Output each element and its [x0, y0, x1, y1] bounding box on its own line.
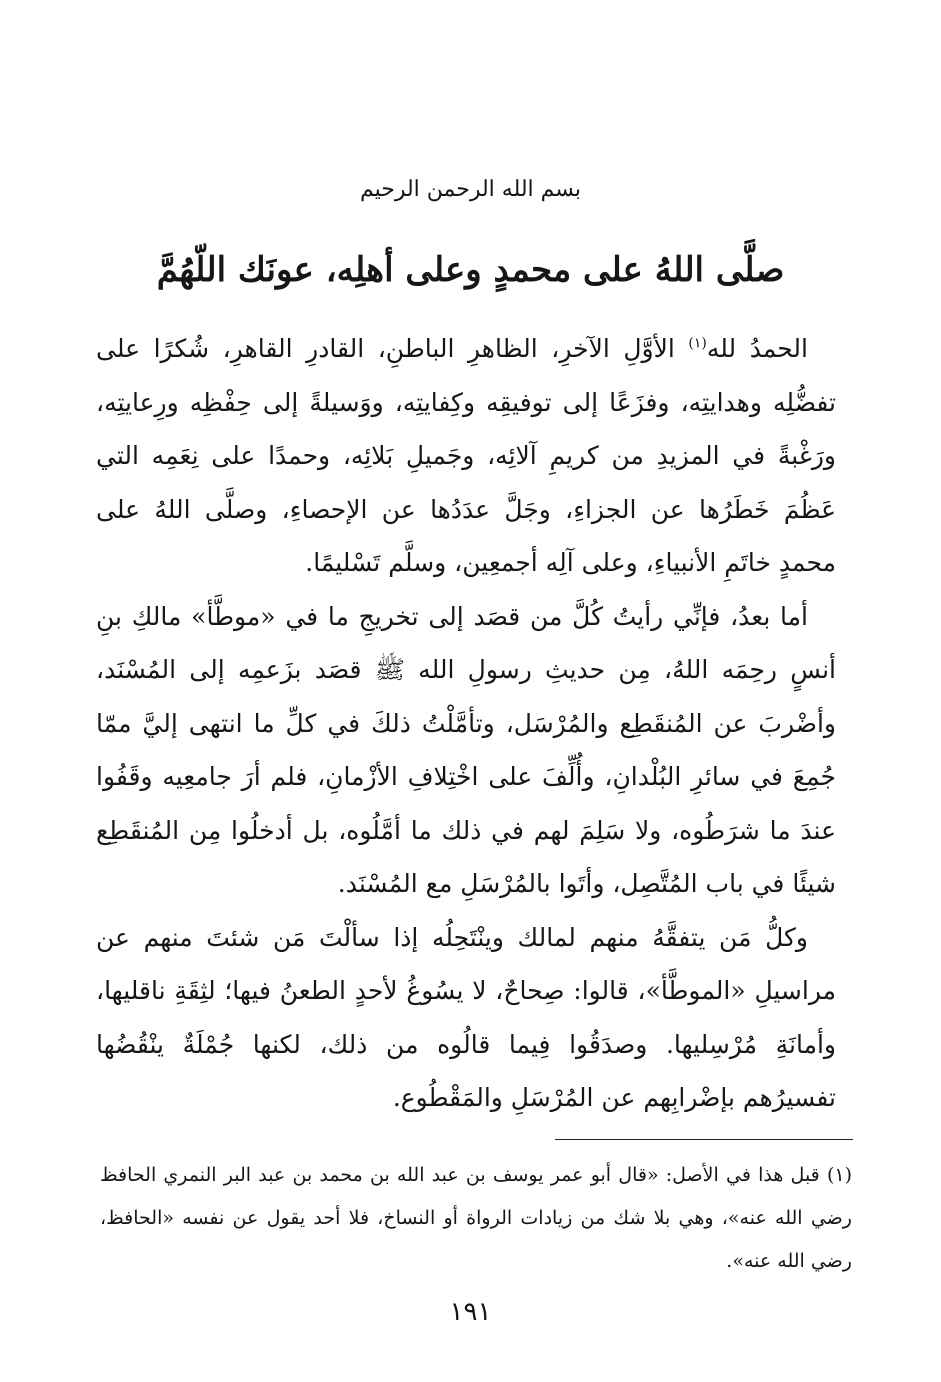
- page-heading: صلَّى اللهُ على محمدٍ وعلى أهلِه، عونَك اللّهُمَّ: [156, 250, 785, 290]
- footnote-1: (١) قبل هذا في الأصل: «قال أبو عمر يوسف بن عبد الله بن محمد بن عبد البر النمري الحافظ رضي الله عنه»، وهي بلا شك من زيادات الرواة أو النساخ، فلا أحد يقول عن نفسه «الحافظ، رضي الله عنه».: [100, 1164, 852, 1272]
- paragraph-1-text: الأوَّلِ الآخرِ، الظاهرِ الباطنِ، القادرِ القاهرِ، شُكرًا على تفضُّلِه وهدايتِه، وفزَعًا إلى توفيقِه وكِفايتِه، ووَسيلةً إلى حِفْظِه ورِعايتِه، ورَغْبةً في المزيدِ من كريمِ آلائِه، وجَميلِ بَلائِه، وحمدًا على نِعَمِه التي عَظُمَ خَطَرُها عن الجزاءِ، وجَلَّ عدَدُها عن الإحصاءِ، وصلَّى اللهُ على محمدٍ خاتَمِ الأنبياءِ، وعلى آلِه أجمعِين، وسلَّم تَسْليمًا.: [96, 334, 836, 577]
- paragraph-2: أما بعدُ، فإنِّي رأيتُ كُلَّ من قصَد إلى تخريجِ ما في «موطَّأ» مالكِ بنِ أنسٍ رحِمَه اللهُ، مِن حديثِ رسولِ الله ﷺ قصَد بزَعمِه إلى المُسْنَد، وأضْربَ عن المُنقَطِع والمُرْسَل، وتأمَّلْتُ ذلكَ في كلِّ ما انتهى إليَّ ممّا جُمِعَ في سائرِ البُلْدانِ، وأُلِّفَ على اخْتِلافِ الأزْمانِ، فلم أرَ جامعِيه وقَفُوا عندَ ما شرَطُوه، ولا سَلِمَ لهم في ذلك ما أمَّلُوه، بل أدخلُوا مِن المُنقَطِع شيئًا في باب المُتَّصِل، وأتَوا بالمُرْسَلِ مع المُسْنَد.: [96, 601, 836, 898]
- paragraph-1-lead: الحمدُ لله: [706, 334, 808, 363]
- paragraph-1: [96, 322, 836, 590]
- paragraph-3: وكلُّ مَن يتفقَّهُ منهم لمالك وينْتَحِلُه إذا سألْتَ مَن شئتَ منهم عن مراسيلِ «الموطَّأ»، قالوا: صِحاحٌ، لا يسُوغُ لأحدٍ الطعنُ فيها؛ لثِقَةِ ناقليها، وأمانَةِ مُرْسِليها. وصدَقُوا فِيما قالُوه من ذلك، لكنها جُمْلَةٌ ينْقُضُها تفسيرُهم بإضْرابِهم عن المُرْسَلِ والمَقْطُوع.: [96, 922, 836, 1112]
- footnote-reference[interactable]: (١): [688, 335, 707, 352]
- page-number: ١٩١: [449, 1297, 492, 1327]
- footnote-divider: [555, 1139, 853, 1140]
- footnotes-section: [100, 1154, 852, 1283]
- main-text: [96, 322, 836, 1125]
- basmala-calligraphy: بسم الله الرحمن الرحيم: [359, 177, 582, 202]
